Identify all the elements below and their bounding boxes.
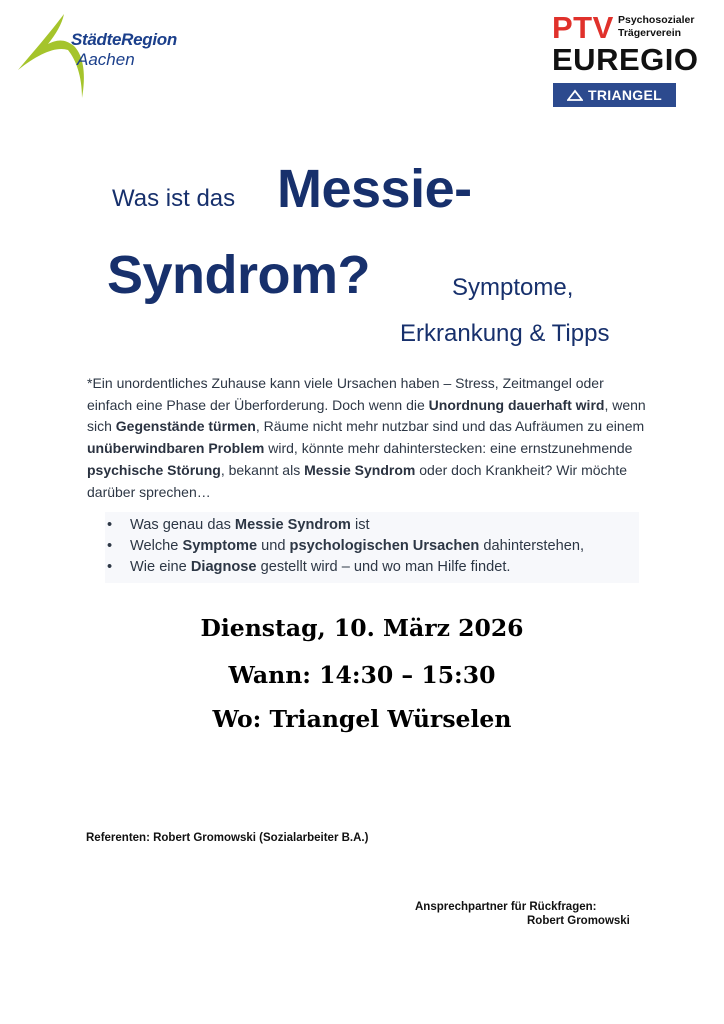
- title-prefix: Was ist das: [112, 185, 236, 212]
- event-date: Dienstag, 10. März 2026: [200, 614, 524, 642]
- title-suffix-2: Erkrankung & Tipps: [400, 320, 610, 347]
- triangle-icon: [567, 89, 583, 101]
- contact-label: Ansprechpartner für Rückfragen:: [415, 901, 597, 913]
- logo-subtitle-1: Psychosozialer: [618, 14, 695, 26]
- topic-emphasis: psychologischen Ursachen: [289, 538, 480, 554]
- topic-emphasis: Diagnose: [190, 559, 257, 575]
- topic-list-item: [105, 557, 639, 578]
- intro-text: , Räume nicht mehr nutzbar sind und das Aufräumen zu einem: [255, 418, 645, 435]
- staedteregion-logo: [12, 10, 192, 102]
- intro-text: wird, könnte mehr dahinterstecken: eine ernstzunehmende: [264, 440, 633, 457]
- title-word-1: Messie-: [277, 159, 472, 219]
- topic-text: ist: [350, 517, 370, 533]
- intro-emphasis: unüberwindbaren Problem: [87, 440, 265, 457]
- topic-list: [105, 512, 639, 583]
- logo-subtitle-2: Trägerverein: [618, 27, 682, 39]
- referenten-line: Referenten: Robert Gromowski (Sozialarbeiter B.A.): [86, 832, 369, 844]
- intro-paragraph: [87, 373, 647, 503]
- title-suffix-1: Symptome,: [452, 274, 574, 301]
- intro-text: , wenn sich: [87, 396, 646, 435]
- topic-text: und: [257, 538, 290, 554]
- badge-label: TRIANGEL: [588, 87, 662, 103]
- topic-emphasis: Messie Syndrom: [234, 517, 351, 533]
- topic-list-item: [105, 536, 639, 557]
- topic-text: Was genau das: [130, 517, 235, 533]
- logo-euregio-word: EUREGIO: [552, 42, 699, 77]
- intro-emphasis: psychische Störung: [87, 461, 221, 478]
- contact-name: Robert Gromowski: [527, 915, 630, 927]
- triangel-badge: [553, 83, 676, 107]
- ptv-euregio-logo: [552, 12, 714, 110]
- topic-text: Welche: [130, 538, 183, 554]
- topic-text: dahinterstehen,: [479, 538, 584, 554]
- intro-text: *Ein unordentliches Zuhause kann viele Ursachen haben – Stress, Zeitmangel oder einfach eine Phase der Überforderung. Doch wenn die: [87, 375, 604, 413]
- topic-emphasis: Symptome: [182, 538, 258, 554]
- intro-emphasis: Gegenstände türmen: [115, 418, 256, 435]
- intro-text: oder doch Krankheit? Wir möchte darüber sprechen…: [87, 461, 628, 500]
- intro-text: , bekannt als: [220, 461, 305, 478]
- topic-text: gestellt wird – und wo man Hilfe findet.: [256, 559, 511, 575]
- event-place: Wo: Triangel Würselen: [212, 705, 512, 733]
- logo-city: Aachen: [77, 50, 135, 69]
- title-word-2: Syndrom?: [107, 245, 371, 305]
- topic-list-item: [105, 515, 639, 536]
- event-time: Wann: 14:30 – 15:30: [228, 661, 496, 689]
- intro-emphasis: Messie Syndrom: [304, 461, 416, 478]
- intro-emphasis: Unordnung dauerhaft wird: [428, 396, 605, 413]
- logo-name: StädteRegion: [71, 30, 177, 49]
- topic-text: Wie eine: [130, 559, 191, 575]
- logo-ptv-word: PTV: [552, 10, 614, 45]
